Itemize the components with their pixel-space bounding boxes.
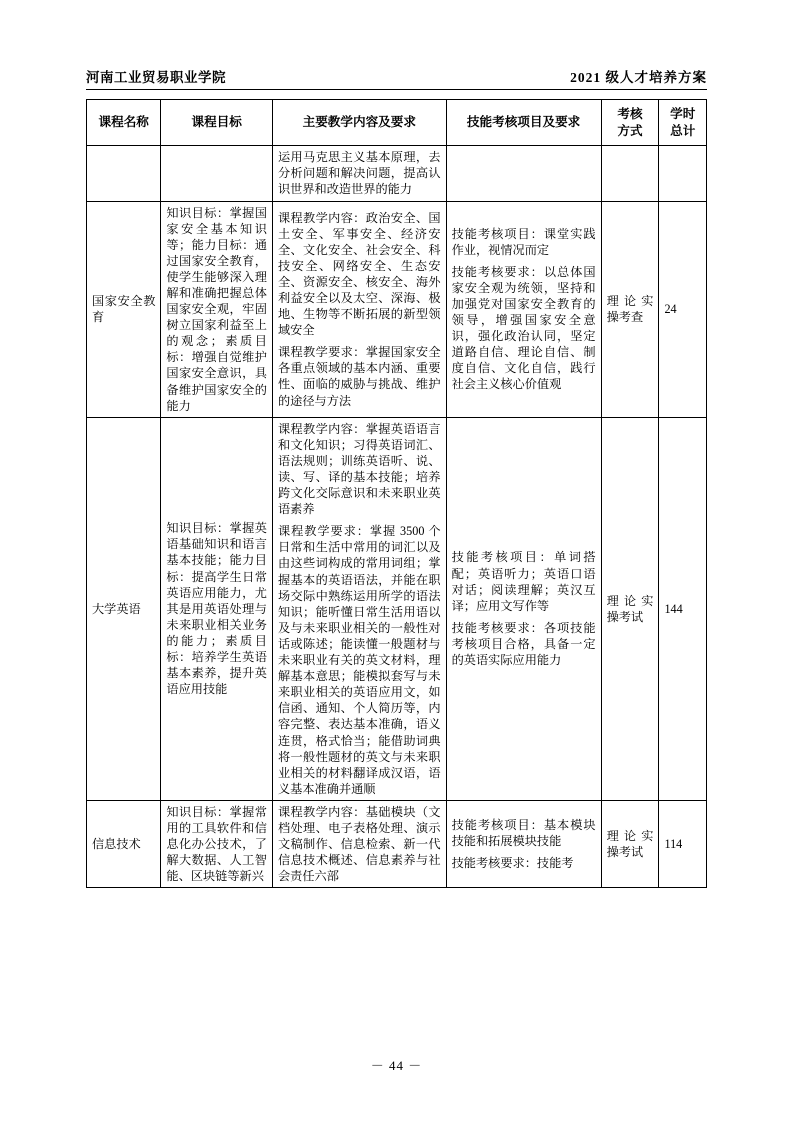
total-hours-line2: 总计 bbox=[670, 123, 696, 138]
cell-course-name: 大学英语 bbox=[87, 417, 161, 800]
assessment-paragraph: 技能考核要求：各项技能考核项目合格，具备一定的英语实际应用能力 bbox=[451, 620, 596, 668]
cell-course-goal bbox=[161, 146, 273, 201]
cell-teaching-content bbox=[272, 146, 446, 201]
page-footer bbox=[0, 1055, 793, 1074]
cell-skill-assessment bbox=[446, 146, 601, 201]
cell-skill-assessment bbox=[446, 201, 601, 417]
total-hours-line1: 学时 bbox=[670, 107, 696, 121]
page-header bbox=[86, 66, 707, 86]
cell-course-name: 国家安全教育 bbox=[87, 201, 161, 417]
cell-total-hours: 24 bbox=[659, 201, 707, 417]
table-row bbox=[87, 417, 707, 800]
assessment-method-line2: 方式 bbox=[617, 123, 643, 138]
cell-course-goal: 知识目标：掌握英语基础知识和语言基本技能；能力目标：提高学生日常英语应用能力，尤其是用英语处理与未来职业相关业务的能力；素质目标：培养学生英语基本素养，提升英语应用技能 bbox=[161, 417, 273, 800]
table-header-row bbox=[87, 100, 707, 146]
cell-assessment-method: 理论实操考查 bbox=[601, 201, 659, 417]
cell-teaching-content bbox=[272, 800, 446, 887]
header-divider bbox=[86, 89, 707, 90]
column-header-assessment-method bbox=[601, 100, 659, 146]
table-row bbox=[87, 800, 707, 887]
cell-skill-assessment bbox=[446, 417, 601, 800]
assessment-paragraph: 技能考核项目：单词搭配；英语听力；英语口语对话；阅读理解；英汉互译；应用文写作等 bbox=[451, 550, 596, 613]
cell-assessment-method: 理论实操考试 bbox=[601, 417, 659, 800]
column-header-teaching-content: 主要教学内容及要求 bbox=[272, 100, 446, 146]
table-row bbox=[87, 201, 707, 417]
cell-course-name: 信息技术 bbox=[87, 800, 161, 887]
cell-assessment-method: 理论实操考试 bbox=[601, 800, 659, 887]
header-doc-title: 2021 级人才培养方案 bbox=[570, 70, 707, 85]
content-paragraph: 课程教学内容：基础模块（文档处理、电子表格处理、演示文稿制作、信息检索、新一代信息技术概述、信息素养与社会责任六部 bbox=[277, 804, 441, 884]
assessment-paragraph: 技能考核要求：技能考 bbox=[451, 856, 574, 871]
cell-total-hours: 114 bbox=[659, 800, 707, 887]
page-number: － 44 － bbox=[370, 1058, 423, 1073]
cell-teaching-content bbox=[272, 201, 446, 417]
content-paragraph: 课程教学内容：掌握英语语言和文化知识；习得英语词汇、语法规则；训练英语听、说、读、写、译的基本技能；培养跨文化交际意识和未来职业英语素养 bbox=[277, 421, 441, 517]
table-row bbox=[87, 146, 707, 201]
cell-teaching-content bbox=[272, 417, 446, 800]
cell-course-name bbox=[87, 146, 161, 201]
column-header-skill-assessment: 技能考核项目及要求 bbox=[446, 100, 601, 146]
cell-course-goal: 知识目标：掌握常用的工具软件和信息化办公技术，了解大数据、人工智能、区块链等新兴 bbox=[161, 800, 273, 887]
column-header-course-name: 课程名称 bbox=[87, 100, 161, 146]
content-paragraph: 课程教学内容：政治安全、国土安全、军事安全、经济安全、文化安全、社会安全、科技安全、网络安全、生态安全、资源安全、核安全、海外利益安全以及太空、深海、极地、生物等不断拓展的新型领域安全 bbox=[277, 210, 441, 338]
cell-skill-assessment bbox=[446, 800, 601, 887]
cell-total-hours bbox=[659, 146, 707, 201]
header-institution: 河南工业贸易职业学院 bbox=[86, 70, 226, 85]
cell-total-hours: 144 bbox=[659, 417, 707, 800]
assessment-paragraph: 技能考核项目：课堂实践作业，视情况而定 bbox=[451, 226, 596, 257]
column-header-total-hours bbox=[659, 100, 707, 146]
content-paragraph: 课程教学要求：掌握国家安全各重点领域的基本内涵、重要性、面临的威胁与挑战、维护的途径与方法 bbox=[277, 345, 441, 408]
cell-assessment-method bbox=[601, 146, 659, 201]
content-paragraph: 运用马克思主义基本原理，去分析问题和解决问题，提高认识世界和改造世界的能力 bbox=[277, 150, 441, 197]
column-header-course-goal: 课程目标 bbox=[161, 100, 273, 146]
assessment-paragraph: 技能考核项目：基本模块技能和拓展模块技能 bbox=[451, 817, 596, 849]
cell-course-goal: 知识目标：掌握国家安全基本知识等；能力目标：通过国家安全教育，使学生能够深入理解和准确把握总体国家安全观，牢固树立国家利益至上的观念；素质目标：增强自觉维护国家安全意识，具备维护国家安全的能力 bbox=[161, 201, 273, 417]
assessment-paragraph: 技能考核要求：以总体国家安全观为统领，坚持和加强党对国家安全教育的领导，增强国家安全意识，强化政治认同，坚定道路自信、理论自信、制度自信、文化自信，践行社会主义核心价值观 bbox=[451, 264, 596, 392]
content-paragraph: 课程教学要求：掌握 3500 个日常和生活中常用的词汇以及由这些词构成的常用词组；掌握基本的英语语法，并能在职场交际中熟练运用所学的语法知识；能听懂日常生活用语以及与未来职业相关的一般性对话或陈述；能读懂一般题材与未来职业有关的英文材料，理解基本意思；能模拟套写与未来职业相关的英语应用文，如信函、通知、个人简历等，内容完整、表达基本准确，语义连贯，格式恰当；能借助词典将一般性题材的英文与未来职业相关的材料翻译成汉语，语义基本准确并通顺 bbox=[277, 524, 441, 796]
course-plan-table bbox=[86, 99, 707, 888]
assessment-method-line1: 考核 bbox=[617, 107, 643, 121]
